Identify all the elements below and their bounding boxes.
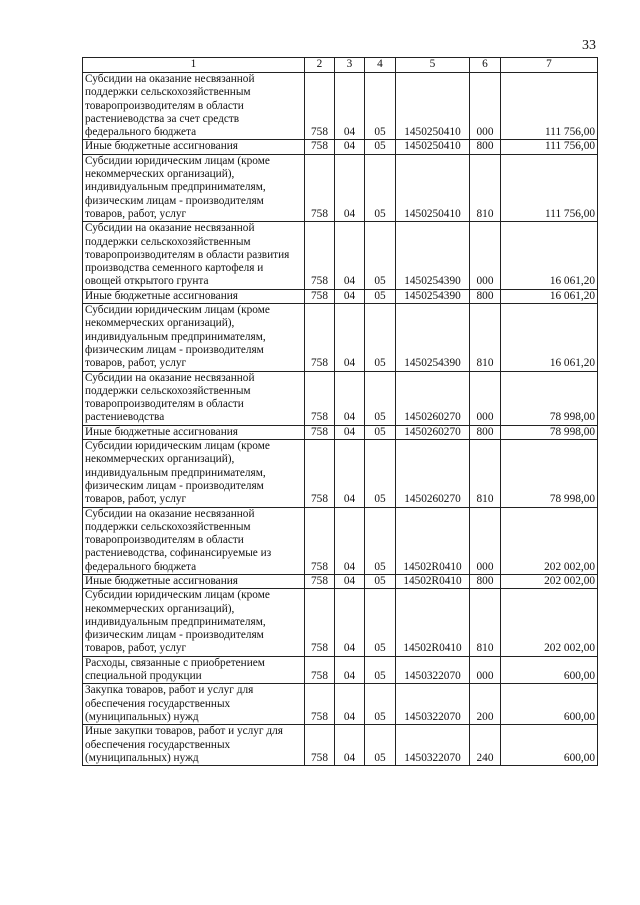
row-code-2-cell: 758 (305, 425, 335, 439)
column-header: 7 (501, 58, 598, 73)
row-name-cell: Иные бюджетные ассигнования (83, 574, 305, 588)
row-name-cell: Расходы, связанные с приобретением специальной продукции (83, 656, 305, 684)
row-code-6-cell: 200 (470, 684, 501, 725)
table-row (83, 289, 598, 303)
row-name-cell: Иные бюджетные ассигнования (83, 289, 305, 303)
table-row (83, 140, 598, 154)
row-code-3-cell: 04 (335, 574, 365, 588)
row-code-4-cell: 05 (365, 425, 396, 439)
row-code-5-cell: 14502R0410 (396, 574, 470, 588)
row-code-5-cell: 1450322070 (396, 725, 470, 766)
column-header: 5 (396, 58, 470, 73)
table-row (83, 222, 598, 289)
row-amount-cell: 111 756,00 (501, 140, 598, 154)
table-row (83, 507, 598, 574)
row-code-4-cell: 05 (365, 73, 396, 140)
row-code-5-cell: 1450250410 (396, 154, 470, 221)
row-code-2-cell: 758 (305, 574, 335, 588)
row-code-2-cell: 758 (305, 656, 335, 684)
row-code-6-cell: 800 (470, 140, 501, 154)
budget-table (82, 57, 598, 766)
row-name-cell: Иные бюджетные ассигнования (83, 425, 305, 439)
column-header: 2 (305, 58, 335, 73)
row-code-4-cell: 05 (365, 507, 396, 574)
row-code-6-cell: 810 (470, 154, 501, 221)
row-code-6-cell: 800 (470, 425, 501, 439)
row-amount-cell: 202 002,00 (501, 574, 598, 588)
row-code-2-cell: 758 (305, 371, 335, 425)
row-code-2-cell: 758 (305, 289, 335, 303)
row-code-4-cell: 05 (365, 656, 396, 684)
row-code-3-cell: 04 (335, 304, 365, 371)
row-amount-cell: 600,00 (501, 725, 598, 766)
row-code-5-cell: 1450260270 (396, 371, 470, 425)
table-row (83, 304, 598, 371)
row-code-5-cell: 1450322070 (396, 656, 470, 684)
table-row (83, 371, 598, 425)
row-name-cell: Иные бюджетные ассигнования (83, 140, 305, 154)
row-amount-cell: 16 061,20 (501, 304, 598, 371)
table-row (83, 574, 598, 588)
row-code-6-cell: 240 (470, 725, 501, 766)
table-row (83, 440, 598, 507)
row-code-4-cell: 05 (365, 684, 396, 725)
row-name-cell: Субсидии юридическим лицам (кроме некоммерческих организаций), индивидуальным предпринимателям, физическим лицам - производителям товаров, работ, услуг (83, 589, 305, 656)
row-amount-cell: 111 756,00 (501, 154, 598, 221)
row-code-3-cell: 04 (335, 140, 365, 154)
row-code-2-cell: 758 (305, 73, 335, 140)
table-row (83, 589, 598, 656)
row-code-2-cell: 758 (305, 684, 335, 725)
row-code-2-cell: 758 (305, 507, 335, 574)
row-code-6-cell: 000 (470, 222, 501, 289)
row-code-5-cell: 14502R0410 (396, 507, 470, 574)
row-code-4-cell: 05 (365, 140, 396, 154)
row-code-4-cell: 05 (365, 304, 396, 371)
row-name-cell: Иные закупки товаров, работ и услуг для обеспечения государственных (муниципальных) нужд (83, 725, 305, 766)
row-code-3-cell: 04 (335, 154, 365, 221)
row-name-cell: Субсидии юридическим лицам (кроме некоммерческих организаций), индивидуальным предпринимателям, физическим лицам - производителям товаров, работ, услуг (83, 440, 305, 507)
row-name-cell: Субсидии юридическим лицам (кроме некоммерческих организаций), индивидуальным предпринимателям, физическим лицам - производителям товаров, работ, услуг (83, 304, 305, 371)
row-code-3-cell: 04 (335, 684, 365, 725)
row-amount-cell: 202 002,00 (501, 507, 598, 574)
table-row (83, 725, 598, 766)
row-amount-cell: 16 061,20 (501, 222, 598, 289)
table-row (83, 154, 598, 221)
row-code-5-cell: 1450260270 (396, 440, 470, 507)
row-code-4-cell: 05 (365, 222, 396, 289)
row-amount-cell: 202 002,00 (501, 589, 598, 656)
table-header-row (83, 58, 598, 73)
row-name-cell: Субсидии на оказание несвязанной поддержки сельскохозяйственным товаропроизводителям в области растениеводства за счет средств федерального бюджета (83, 73, 305, 140)
row-code-2-cell: 758 (305, 140, 335, 154)
table-row (83, 73, 598, 140)
row-code-3-cell: 04 (335, 371, 365, 425)
row-code-3-cell: 04 (335, 73, 365, 140)
row-code-3-cell: 04 (335, 589, 365, 656)
row-code-2-cell: 758 (305, 440, 335, 507)
row-code-6-cell: 000 (470, 371, 501, 425)
row-code-5-cell: 14502R0410 (396, 589, 470, 656)
row-amount-cell: 78 998,00 (501, 440, 598, 507)
row-code-4-cell: 05 (365, 440, 396, 507)
row-code-5-cell: 1450322070 (396, 684, 470, 725)
row-amount-cell: 16 061,20 (501, 289, 598, 303)
row-code-4-cell: 05 (365, 371, 396, 425)
row-amount-cell: 600,00 (501, 684, 598, 725)
column-header: 6 (470, 58, 501, 73)
row-code-6-cell: 810 (470, 589, 501, 656)
row-name-cell: Субсидии на оказание несвязанной поддержки сельскохозяйственным товаропроизводителям в области растениеводства (83, 371, 305, 425)
row-code-6-cell: 000 (470, 507, 501, 574)
row-code-6-cell: 810 (470, 304, 501, 371)
row-code-6-cell: 800 (470, 574, 501, 588)
column-header: 3 (335, 58, 365, 73)
row-code-6-cell: 000 (470, 73, 501, 140)
row-code-3-cell: 04 (335, 725, 365, 766)
row-code-2-cell: 758 (305, 589, 335, 656)
row-code-5-cell: 1450254390 (396, 289, 470, 303)
row-code-4-cell: 05 (365, 154, 396, 221)
page-number: 33 (582, 38, 596, 53)
row-amount-cell: 111 756,00 (501, 73, 598, 140)
row-code-3-cell: 04 (335, 222, 365, 289)
row-code-5-cell: 1450254390 (396, 222, 470, 289)
row-amount-cell: 600,00 (501, 656, 598, 684)
row-code-5-cell: 1450260270 (396, 425, 470, 439)
row-code-6-cell: 800 (470, 289, 501, 303)
row-code-3-cell: 04 (335, 656, 365, 684)
row-code-4-cell: 05 (365, 589, 396, 656)
column-header: 4 (365, 58, 396, 73)
row-name-cell: Закупка товаров, работ и услуг для обеспечения государственных (муниципальных) нужд (83, 684, 305, 725)
row-code-2-cell: 758 (305, 222, 335, 289)
row-code-3-cell: 04 (335, 289, 365, 303)
row-code-4-cell: 05 (365, 574, 396, 588)
column-header: 1 (83, 58, 305, 73)
row-code-5-cell: 1450250410 (396, 73, 470, 140)
table-row (83, 656, 598, 684)
row-code-6-cell: 810 (470, 440, 501, 507)
row-code-5-cell: 1450250410 (396, 140, 470, 154)
row-code-4-cell: 05 (365, 289, 396, 303)
row-code-5-cell: 1450254390 (396, 304, 470, 371)
row-code-6-cell: 000 (470, 656, 501, 684)
row-amount-cell: 78 998,00 (501, 425, 598, 439)
row-name-cell: Субсидии на оказание несвязанной поддержки сельскохозяйственным товаропроизводителям в области растениеводства, софинансируемые из федерального бюджета (83, 507, 305, 574)
row-code-3-cell: 04 (335, 440, 365, 507)
row-code-3-cell: 04 (335, 507, 365, 574)
row-code-4-cell: 05 (365, 725, 396, 766)
table-row (83, 425, 598, 439)
row-amount-cell: 78 998,00 (501, 371, 598, 425)
row-code-2-cell: 758 (305, 154, 335, 221)
row-name-cell: Субсидии на оказание несвязанной поддержки сельскохозяйственным товаропроизводителям в области развития производства семенного картофеля и овощей открытого грунта (83, 222, 305, 289)
row-name-cell: Субсидии юридическим лицам (кроме некоммерческих организаций), индивидуальным предпринимателям, физическим лицам - производителям товаров, работ, услуг (83, 154, 305, 221)
row-code-3-cell: 04 (335, 425, 365, 439)
row-code-2-cell: 758 (305, 304, 335, 371)
table-row (83, 684, 598, 725)
row-code-2-cell: 758 (305, 725, 335, 766)
